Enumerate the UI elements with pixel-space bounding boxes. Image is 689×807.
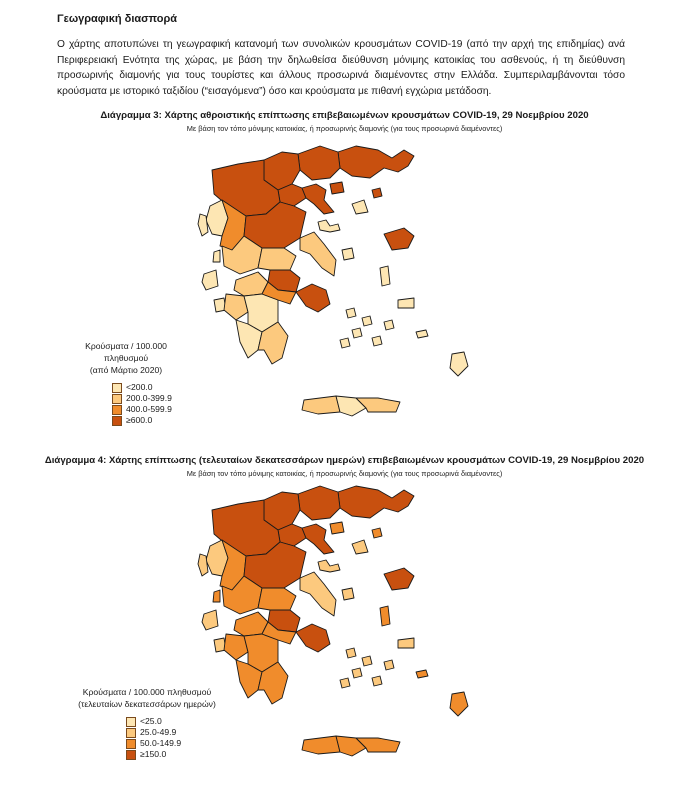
legend-label: 50.0-149.9 xyxy=(140,738,182,748)
legend-label: 200.0-399.9 xyxy=(126,393,172,403)
region-cyclades xyxy=(340,648,394,688)
region-attica xyxy=(296,284,330,312)
region-samothrace xyxy=(372,528,382,538)
region-chalkidiki xyxy=(302,524,334,554)
legend-swatch xyxy=(112,394,122,404)
region-kefalonia xyxy=(202,610,218,630)
legend-title: Κρούσματα / 100.000 πληθυσμού xyxy=(82,687,212,697)
region-kos xyxy=(416,330,428,338)
region-east-macedonia xyxy=(298,486,340,520)
region-chalkidiki xyxy=(302,184,334,214)
region-corfu xyxy=(198,554,208,576)
legend-title: Κρούσματα / 100.000 πληθυσμού xyxy=(85,341,167,363)
region-samos xyxy=(398,638,414,648)
legend-swatch xyxy=(112,405,122,415)
region-thasos xyxy=(330,522,344,534)
figure-3-title: Διάγραμμα 3: Χάρτης αθροιστικής επίπτωσης επιβεβαιωμένων κρουσμάτων COVID-19, 29 Νοεμβρίου 2020 xyxy=(100,110,589,121)
region-attica xyxy=(296,624,330,652)
legend-figure-4 xyxy=(62,686,232,760)
region-lemnos xyxy=(352,200,368,214)
region-lefkada xyxy=(213,590,220,602)
region-lesvos xyxy=(384,228,414,250)
legend-swatch xyxy=(112,416,122,426)
legend-swatch xyxy=(126,739,136,749)
region-rhodes xyxy=(450,352,468,376)
map-figure-3 xyxy=(150,134,570,432)
region-lemnos xyxy=(352,540,368,554)
region-crete-west xyxy=(302,736,340,754)
legend-item xyxy=(126,727,232,738)
figure-4-title: Διάγραμμα 4: Χάρτης επίπτωσης (τελευταίων δεκατεσσάρων ημερών) επιβεβαιωμένων κρουσμάτων COVID-19, 29 Νοεμβρίου 2020 xyxy=(44,455,645,466)
legend-subtitle: (από Μάρτιο 2020) xyxy=(89,365,163,375)
region-cyclades xyxy=(340,308,394,348)
region-fthiotida xyxy=(258,588,296,610)
legend-swatch xyxy=(112,383,122,393)
figure-4-subtitle: Με βάση τον τόπο μόνιμης κατοικίας, ή προσωρινής διαμονής (για τους προσωρινά διαμένοντες) xyxy=(186,469,503,478)
region-evia xyxy=(300,572,336,616)
region-kefalonia xyxy=(202,270,218,290)
region-samothrace xyxy=(372,188,382,198)
legend-subtitle: (τελευταίων δεκατεσσάρων ημερών) xyxy=(78,699,216,709)
region-thasos xyxy=(330,182,344,194)
section-heading: Γεωγραφική διασπορά xyxy=(57,13,178,25)
legend-label: 25.0-49.9 xyxy=(140,727,177,737)
region-kos xyxy=(416,670,428,678)
region-lefkada xyxy=(213,250,220,262)
legend-item xyxy=(112,393,190,404)
region-lesvos xyxy=(384,568,414,590)
region-corfu xyxy=(198,214,208,236)
region-chios xyxy=(380,606,390,626)
region-chios xyxy=(380,266,390,286)
legend-label: <25.0 xyxy=(140,716,162,726)
legend-label: ≥600.0 xyxy=(126,415,153,425)
legend-item xyxy=(126,738,232,749)
region-fthiotida xyxy=(258,248,296,270)
region-samos xyxy=(398,298,414,308)
intro-paragraph: Ο χάρτης αποτυπώνει τη γεωγραφική κατανομή των συνολικών κρουσμάτων COVID-19 (από την αρχή της επιδημίας) ανά Περιφερειακή Ενότητα της χώρας, με βάση την δηλωθείσα διεύθυνση μόνιμης κατοικίας του ασθενούς, ή τη διεύθυνση προσωρινής διαμονής για τους τουρίστες και άλλους προσωρινά διαμένοντες στην Ελλάδα. Συμπεριλαμβάνονται τόσο κρούσματα με ιστορικό ταξιδίου (“εισαγόμενα”) όσο και κρούσματα με πιθανή εγχώρια μετάδοση. xyxy=(57,39,625,97)
legend-label: ≥150.0 xyxy=(140,749,167,759)
legend-figure-3 xyxy=(62,340,190,426)
legend-swatch xyxy=(126,750,136,760)
region-sporades xyxy=(318,220,340,232)
legend-item xyxy=(112,404,190,415)
legend-label: 400.0-599.9 xyxy=(126,404,172,414)
region-skyros xyxy=(342,248,354,260)
region-skyros xyxy=(342,588,354,600)
legend-item xyxy=(126,716,232,727)
legend-item xyxy=(112,382,190,393)
region-east-macedonia xyxy=(298,146,340,180)
region-thrace xyxy=(338,146,414,178)
legend-item xyxy=(112,415,190,426)
figure-3-subtitle: Με βάση τον τόπο μόνιμης κατοικίας, ή προσωρινής διαμονής (για τους προσωρινά διαμένοντες) xyxy=(186,124,503,133)
region-evia xyxy=(300,232,336,276)
region-thrace xyxy=(338,486,414,518)
legend-label: <200.0 xyxy=(126,382,153,392)
legend-item xyxy=(126,749,232,760)
region-crete-west xyxy=(302,396,340,414)
legend-swatch xyxy=(126,728,136,738)
region-sporades xyxy=(318,560,340,572)
legend-swatch xyxy=(126,717,136,727)
region-rhodes xyxy=(450,692,468,716)
